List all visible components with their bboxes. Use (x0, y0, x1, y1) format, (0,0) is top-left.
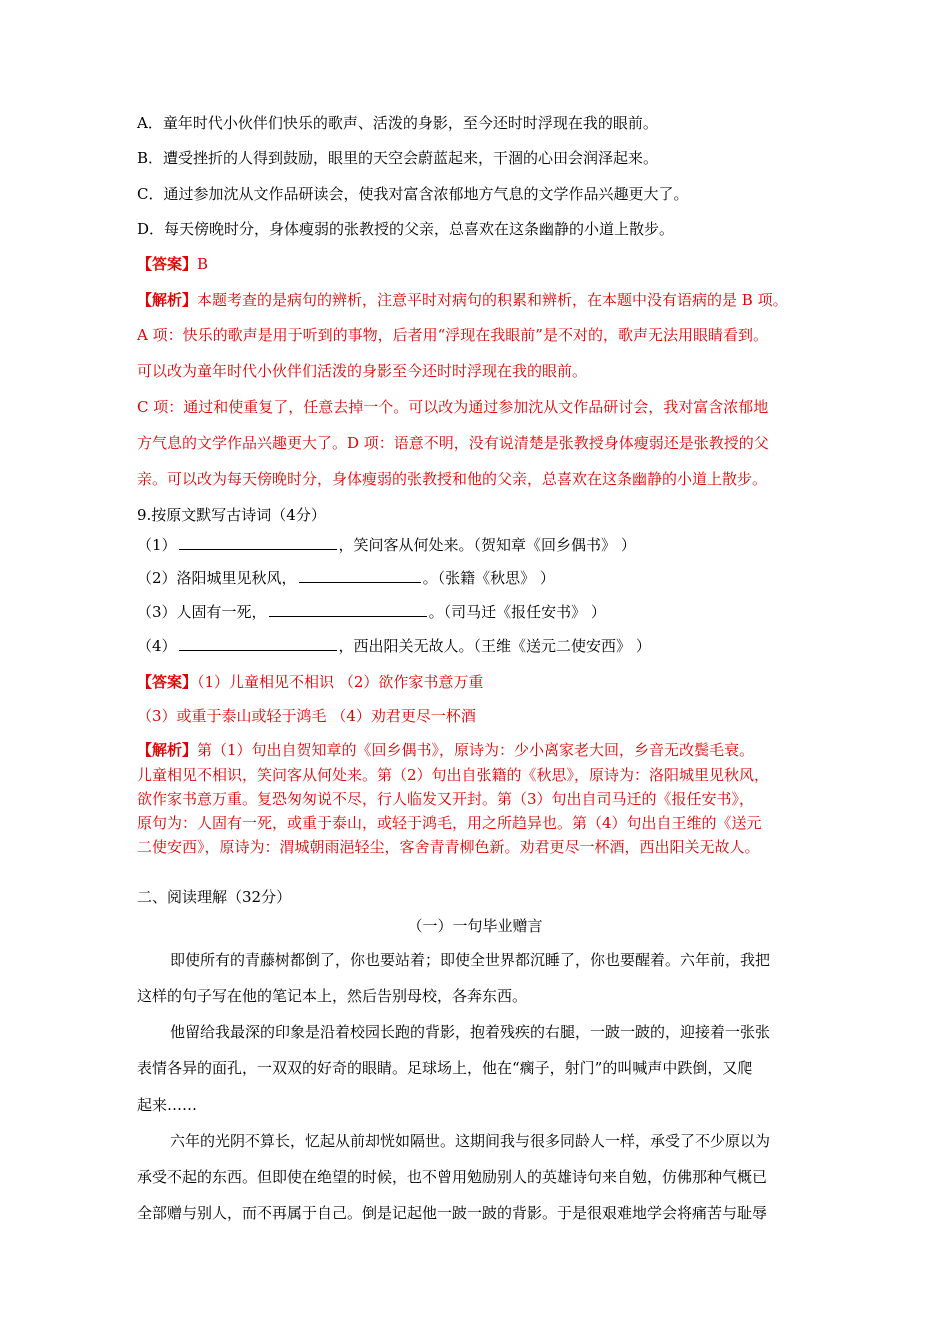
q9-item-1 (137, 535, 636, 555)
q9-analysis-line-1 (137, 740, 754, 760)
q8-analysis-line-2: A 项：快乐的歌声是用于听到的事物，后者用“浮现在我眼前”是不对的，歌声无法用眼睛看到。 (137, 326, 768, 344)
q9-item-2 (137, 568, 555, 588)
q9-analysis-line-2: 儿童相见不相识，笑问客从何处来。第（2）句出自张籍的《秋思》，原诗为：洛阳城里见秋风， (137, 766, 770, 784)
q9-title: 9.按原文默写古诗词（4分） (137, 506, 326, 524)
q8-analysis-line-5: 方气息的文学作品兴趣更大了。D 项：语意不明，没有说清楚是张教授身体瘦弱还是张教授的父 (137, 434, 769, 452)
item-after: ，笑问客从何处来。（贺知章《回乡偶书》 ） (338, 536, 636, 554)
option-b: B．遭受挫折的人得到鼓励，眼里的天空会蔚蓝起来，干涸的心田会润泽起来。 (137, 149, 659, 167)
para1-line-1: 即使所有的青藤树都倒了，你也要站着；即使全世界都沉睡了，你也要醒着。六年前，我把 (170, 951, 771, 969)
answer-value: B (197, 255, 209, 273)
item-after: 。（司马迁《报任安书》 ） (428, 603, 606, 621)
answer-blank[interactable] (269, 602, 427, 617)
item-num: （3） (137, 603, 177, 621)
q9-analysis-line-3: 欲作家书意万重。复恐匆匆说不尽，行人临发又开封。第（3）句出自司马迁的《报任安书》， (137, 790, 755, 808)
para2-line-3: 起来…… (137, 1096, 198, 1114)
analysis-text: 第（1）句出自贺知章的《回乡偶书》，原诗为：少小离家老大回，乡音无改鬓毛衰。 (197, 741, 755, 759)
q9-answer-line-2: （3）或重于泰山或轻于鸿毛 （4）劝君更尽一杯酒 (137, 707, 476, 725)
answer-label: 【答案】 (137, 255, 198, 273)
para3-line-1: 六年的光阴不算长，忆起从前却恍如隔世。这期间我与很多同龄人一样，承受了不少原以为 (170, 1132, 771, 1150)
answer-blank[interactable] (299, 568, 421, 583)
option-d: D．每天傍晚时分，身体瘦弱的张教授的父亲，总喜欢在这条幽静的小道上散步。 (137, 220, 675, 238)
para3-line-2: 承受不起的东西。但即使在绝望的时候，也不曾用勉励别人的英雄诗句来自勉，仿佛那种气概已 (137, 1168, 768, 1186)
q8-answer (137, 254, 208, 274)
q9-item-3 (137, 602, 606, 622)
item-num: （2） (137, 569, 177, 587)
item-after: ，西出阳关无故人。（王维《送元二使安西》 ） (338, 637, 651, 655)
answer-blank[interactable] (179, 535, 337, 550)
analysis-label: 【解析】 (137, 291, 198, 309)
q8-analysis-line-3: 可以改为童年时代小伙伴们活泼的身影至今还时时浮现在我的眼前。 (137, 362, 588, 380)
para1-line-2: 这样的句子写在他的笔记本上，然后告别母校，各奔东西。 (137, 987, 528, 1005)
q8-analysis-line-1 (137, 290, 788, 310)
answer-blank[interactable] (179, 636, 337, 651)
q8-analysis-line-6: 亲。可以改为每天傍晚时分，身体瘦弱的张教授和他的父亲，总喜欢在这条幽静的小道上散步。 (137, 470, 768, 488)
option-c: C．通过参加沈从文作品研读会，使我对富含浓郁地方气息的文学作品兴趣更大了。 (137, 185, 689, 203)
q9-answer-line-1 (137, 672, 483, 692)
analysis-label: 【解析】 (137, 741, 198, 759)
item-before: 洛阳城里见秋风， (176, 569, 297, 587)
section-heading: 二、阅读理解（32分） (137, 888, 292, 906)
item-before: 人固有一死， (176, 603, 267, 621)
analysis-text: 本题考查的是病句的辨析，注意平时对病句的积累和辨析，在本题中没有语病的是 B 项。 (197, 291, 788, 309)
para2-line-2: 表情各异的面孔，一双双的好奇的眼睛。足球场上，他在“瘸子，射门”的叫喊声中跌倒，又爬 (137, 1059, 753, 1077)
answer-text: （1）儿童相见不相识 （2）欲作家书意万重 (197, 673, 484, 691)
q8-analysis-line-4: C 项：通过和使重复了，任意去掉一个。可以改为通过参加沈从文作品研讨会，我对富含浓郁地 (137, 398, 769, 416)
option-a: A．童年时代小伙伴们快乐的歌声、活泼的身影，至今还时时浮现在我的眼前。 (137, 114, 658, 132)
answer-label: 【答案】 (137, 673, 198, 691)
q9-item-4 (137, 636, 651, 656)
item-num: （1） (137, 536, 177, 554)
para3-line-3: 全部赠与别人，而不再属于自己。倒是记起他一跛一跛的背影。于是很艰难地学会将痛苦与耻辱 (137, 1204, 768, 1222)
q9-analysis-line-4: 原句为：人固有一死，或重于泰山，或轻于鸿毛，用之所趋异也。第（4）句出自王维的《送元 (137, 814, 762, 832)
item-after: 。（张籍《秋思》 ） (422, 569, 555, 587)
item-num: （4） (137, 637, 177, 655)
para2-line-1: 他留给我最深的印象是沿着校园长跑的背影，抱着残疾的右腿，一跛一跛的，迎接着一张张 (170, 1023, 771, 1041)
q9-analysis-line-5: 二使安西》，原诗为：渭城朝雨浥轻尘，客舍青青柳色新。劝君更尽一杯酒，西出阳关无故人。 (137, 838, 760, 856)
article-title: （一）一句毕业赠言 (407, 917, 543, 935)
